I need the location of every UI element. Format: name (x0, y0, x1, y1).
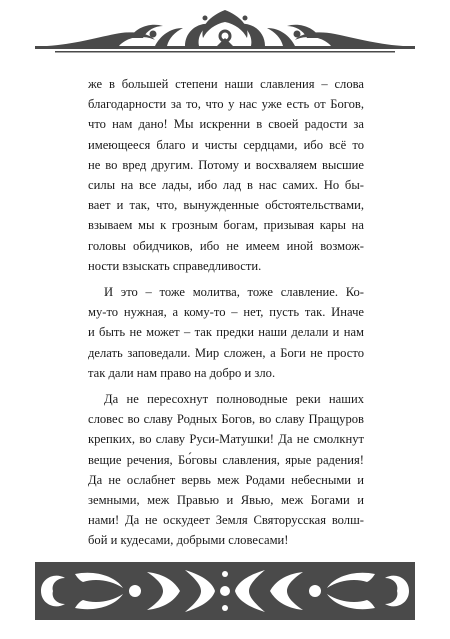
text-line: му-то нужная, а кому-то – нет, пусть так. Иначе (88, 305, 364, 320)
text-line: И это – тоже молитва, тоже славление. Ко- (104, 285, 364, 300)
bottom-ornament (0, 560, 450, 622)
text-line: вает и так, что, вынужденные обстоятельствами, (88, 198, 364, 213)
text-line: что нам дано! Мы искренни в своей радости за (88, 117, 364, 132)
text-line: взываем мы к грозным богам, призывая кары на (88, 218, 364, 233)
text-line: земными, меж Правью и Явью, меж Богами и (88, 493, 364, 508)
celtic-scroll-ornament-icon (35, 8, 415, 58)
celtic-scroll-border-icon (35, 560, 415, 622)
paragraph (88, 389, 364, 551)
text-line: благодарности за то, что у нас уже есть от Богов, (88, 97, 364, 112)
text-line: Да не ослабнет вервь меж Родами небесными и (88, 472, 364, 487)
text-line: головы обидчиков, ибо не имеем иной возмож- (88, 238, 364, 253)
body-text (88, 74, 364, 557)
text-line: Да не пересохнут полноводные реки наших (104, 392, 364, 407)
text-line: и быть не может – так предки наши делали и нам (88, 325, 364, 340)
text-line: крепких, во славу Руси-Матушки! Да не смолкнут (88, 432, 364, 447)
text-line: силы на все лады, ибо лад в нас самих. Но бы- (88, 178, 364, 193)
text-line: словес во славу Родных Богов, во славу Пращуров (88, 412, 364, 427)
paragraph (88, 74, 364, 276)
text-line: ности взыскать справедливости. (88, 258, 262, 273)
text-line: делать заповедали. Мир сложен, а Боги не просто (88, 345, 364, 360)
text-line: бой и кудесами, добрыми словесами! (88, 533, 289, 548)
text-line: нами! Да не оскудеет Земля Святорусская волш- (88, 513, 364, 528)
text-line: вещие речения, Бо́говы славления, ярые радения! (88, 452, 364, 467)
text-line: имеющееся благо и чисты сердцами, ибо всё то (88, 137, 364, 152)
top-ornament (0, 8, 450, 58)
text-line: не во вред другим. Потому и восхваляем высшие (88, 157, 364, 172)
paragraph (88, 282, 364, 383)
text-line: же в большей степени наши славления – слова (88, 77, 364, 91)
text-line: так дали нам право на добро и зло. (88, 365, 276, 380)
